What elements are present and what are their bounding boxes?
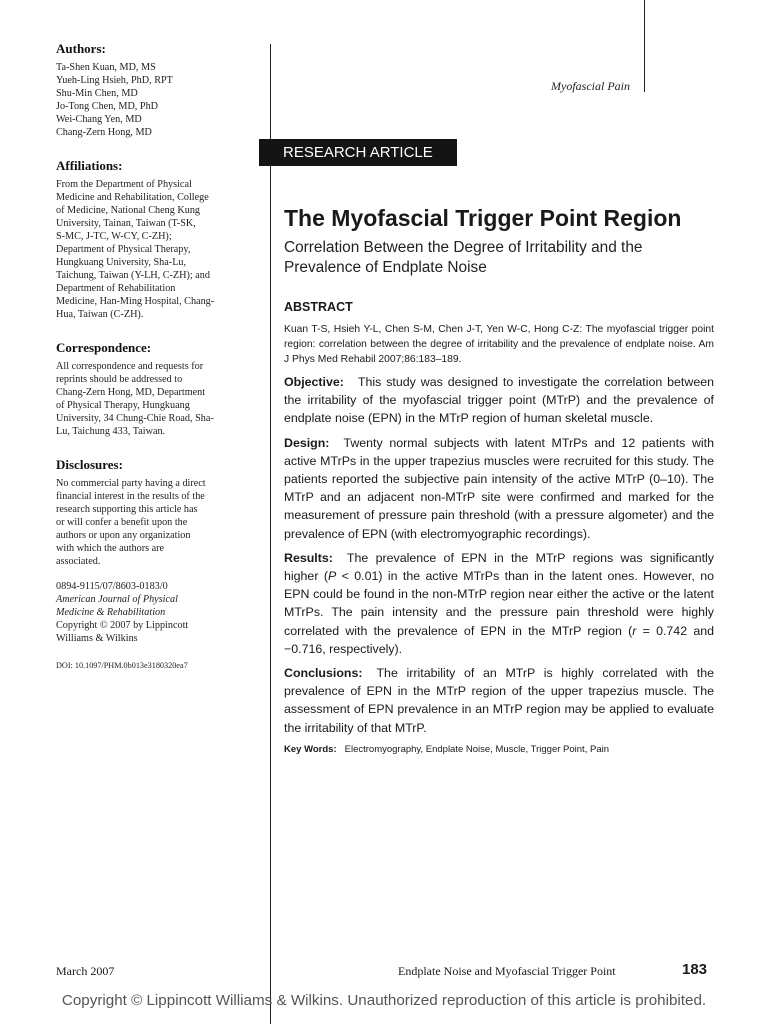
- affiliations-section: [56, 159, 256, 321]
- footer-date: March 2007: [56, 964, 115, 978]
- doi: DOI: 10.1097/PHM.0b013e3180320ea7: [56, 661, 188, 670]
- authors-section: [56, 42, 256, 139]
- article-subtitle: Correlation Between the Degree of Irritability and the Prevalence of Endplate Noise: [284, 239, 643, 276]
- keywords-text: Electromyography, Endplate Noise, Muscle, Trigger Point, Pain: [344, 743, 609, 755]
- results-text: < 0.01) in the active MTrPs than in the latent ones. However, no EPN could be found in the non-MTrP region near either the active or the latent MTrPs. The pain intensity and the pressure pain threshold were highly correlated with the prevalence of EPN in the MTrP region (: [284, 569, 715, 638]
- design-text: Twenty normal subjects with latent MTrPs and 12 patients with active MTrPs in the upper trapezius muscles were recruited for this study. The patients reported the subjective pain intensity of the active MTrP (0–10). The MTrP and an adjacent non-MTrP site were confirmed and marked for the measurement of pressure pain threshold (with a pressure algometer) and the prevalence of EPN (with electromyographic recordings).: [284, 435, 714, 541]
- conclusions-paragraph: [284, 664, 714, 737]
- disclosures-heading: Disclosures:: [56, 457, 123, 472]
- disclosure-line: with which the authors are: [56, 543, 165, 554]
- author-name: Wei-Chang Yen, MD: [56, 114, 142, 125]
- article-title: The Myofascial Trigger Point Region: [284, 205, 682, 231]
- correspondence-line: Lu, Taichung 433, Taiwan.: [56, 426, 166, 437]
- article-sidebar: [56, 42, 256, 672]
- affiliation-line: Department of Physical Therapy,: [56, 244, 191, 255]
- results-text: = 0.742 and −0.716, respectively).: [284, 623, 714, 656]
- author-name: Yueh-Ling Hsieh, PhD, RPT: [56, 75, 173, 86]
- correspondence-line: reprints should be addressed to: [56, 374, 183, 385]
- affiliation-line: Hungkuang University, Sha-Lu,: [56, 257, 187, 268]
- disclosure-line: research supporting this article has: [56, 504, 198, 515]
- design-paragraph: [284, 434, 714, 543]
- abstract-citation: Kuan T-S, Hsieh Y-L, Chen S-M, Chen J-T, Yen W-C, Hong C-Z: The myofascial trigger point region: correlation between the degree of irritability and the prevalence of endplate noise. Am J Phys Med Rehabil 2007;86:183–189.: [284, 324, 714, 365]
- journal-name: Medicine & Rehabilitation: [56, 607, 166, 618]
- publication-info: [56, 580, 256, 672]
- author-name: Jo-Tong Chen, MD, PhD: [56, 101, 159, 112]
- header-divider: [644, 0, 645, 92]
- running-head: Myofascial Pain: [551, 79, 630, 93]
- page-number: 183: [682, 961, 708, 978]
- objective-label: Objective:: [284, 375, 344, 389]
- disclosure-line: financial interest in the results of the: [56, 491, 205, 502]
- author-name: Ta-Shen Kuan, MD, MS: [56, 62, 156, 73]
- article-main: [284, 204, 714, 757]
- affiliation-line: Hua, Taiwan (C-ZH).: [56, 309, 144, 320]
- affiliation-line: Taichung, Taiwan (Y-LH, C-ZH); and: [56, 270, 210, 281]
- authors-heading: Authors:: [56, 41, 106, 56]
- author-name: Shu-Min Chen, MD: [56, 88, 138, 99]
- affiliation-line: Department of Rehabilitation: [56, 283, 176, 294]
- design-label: Design:: [284, 435, 330, 450]
- keywords-label: Key Words:: [284, 743, 337, 755]
- correspondence-heading: Correspondence:: [56, 340, 152, 355]
- disclosure-line: or will confer a benefit upon the: [56, 517, 188, 528]
- abstract-heading: ABSTRACT: [284, 300, 353, 314]
- copyright-banner: Copyright © Lippincott Williams & Wilkins. Unauthorized reproduction of this article is prohibited.: [61, 992, 707, 1009]
- affiliation-line: Medicine, Han-Ming Hospital, Chang-: [56, 296, 215, 307]
- column-divider: [270, 44, 271, 1024]
- results-paragraph: [284, 549, 714, 658]
- affiliation-line: S-MC, J-TC, W-CY, C-ZH);: [56, 231, 172, 242]
- issn-code: 0894-9115/07/8603-0183/0: [56, 581, 168, 592]
- correspondence-line: of Physical Therapy, Hungkuang: [56, 400, 190, 411]
- correspondence-line: Chang-Zern Hong, MD, Department: [56, 387, 206, 398]
- r-symbol: r: [632, 623, 637, 638]
- affiliation-line: Medicine and Rehabilitation, College: [56, 192, 209, 203]
- objective-paragraph: [284, 373, 714, 428]
- conclusions-label: Conclusions:: [284, 666, 363, 681]
- copyright-notice: Copyright © 2007 by Lippincott: [56, 620, 189, 631]
- correspondence-section: [56, 341, 256, 438]
- disclosure-line: authors or upon any organization: [56, 530, 191, 541]
- keywords: [284, 743, 714, 757]
- disclosure-line: associated.: [56, 556, 101, 567]
- author-name: Chang-Zern Hong, MD: [56, 127, 152, 138]
- copyright-notice: Williams & Wilkins: [56, 633, 138, 644]
- disclosure-line: No commercial party having a direct: [56, 478, 206, 489]
- correspondence-line: All correspondence and requests for: [56, 361, 204, 372]
- affiliation-line: of Medicine, National Cheng Kung: [56, 205, 201, 216]
- footer-running-title: Endplate Noise and Myofascial Trigger Point: [398, 964, 616, 978]
- conclusions-text: The irritability of an MTrP is highly correlated with the prevalence of EPN in the MTrP region of the upper trapezius muscle. The assessment of EPN prevalence in an MTrP region may be applied to evaluate the irritability of that MTrP.: [284, 666, 714, 735]
- correspondence-line: University, 34 Chung-Chie Road, Sha-: [56, 413, 214, 424]
- affiliation-line: University, Tainan, Taiwan (T-SK,: [56, 218, 196, 229]
- affiliation-line: From the Department of Physical: [56, 179, 192, 190]
- journal-name: American Journal of Physical: [56, 594, 178, 605]
- results-text: The prevalence of EPN in the MTrP regions was significantly higher (: [284, 550, 714, 584]
- objective-text: This study was designed to investigate the correlation between the irritability of the myofascial trigger point (MTrP) and the prevalence of endplate noise (EPN) in the MTrP region of human skeletal muscle.: [284, 375, 714, 426]
- p-value-symbol: P: [327, 569, 337, 584]
- article-type-badge: RESEARCH ARTICLE: [259, 139, 457, 166]
- disclosures-section: [56, 458, 256, 568]
- results-label: Results:: [284, 550, 333, 565]
- affiliations-heading: Affiliations:: [56, 158, 123, 173]
